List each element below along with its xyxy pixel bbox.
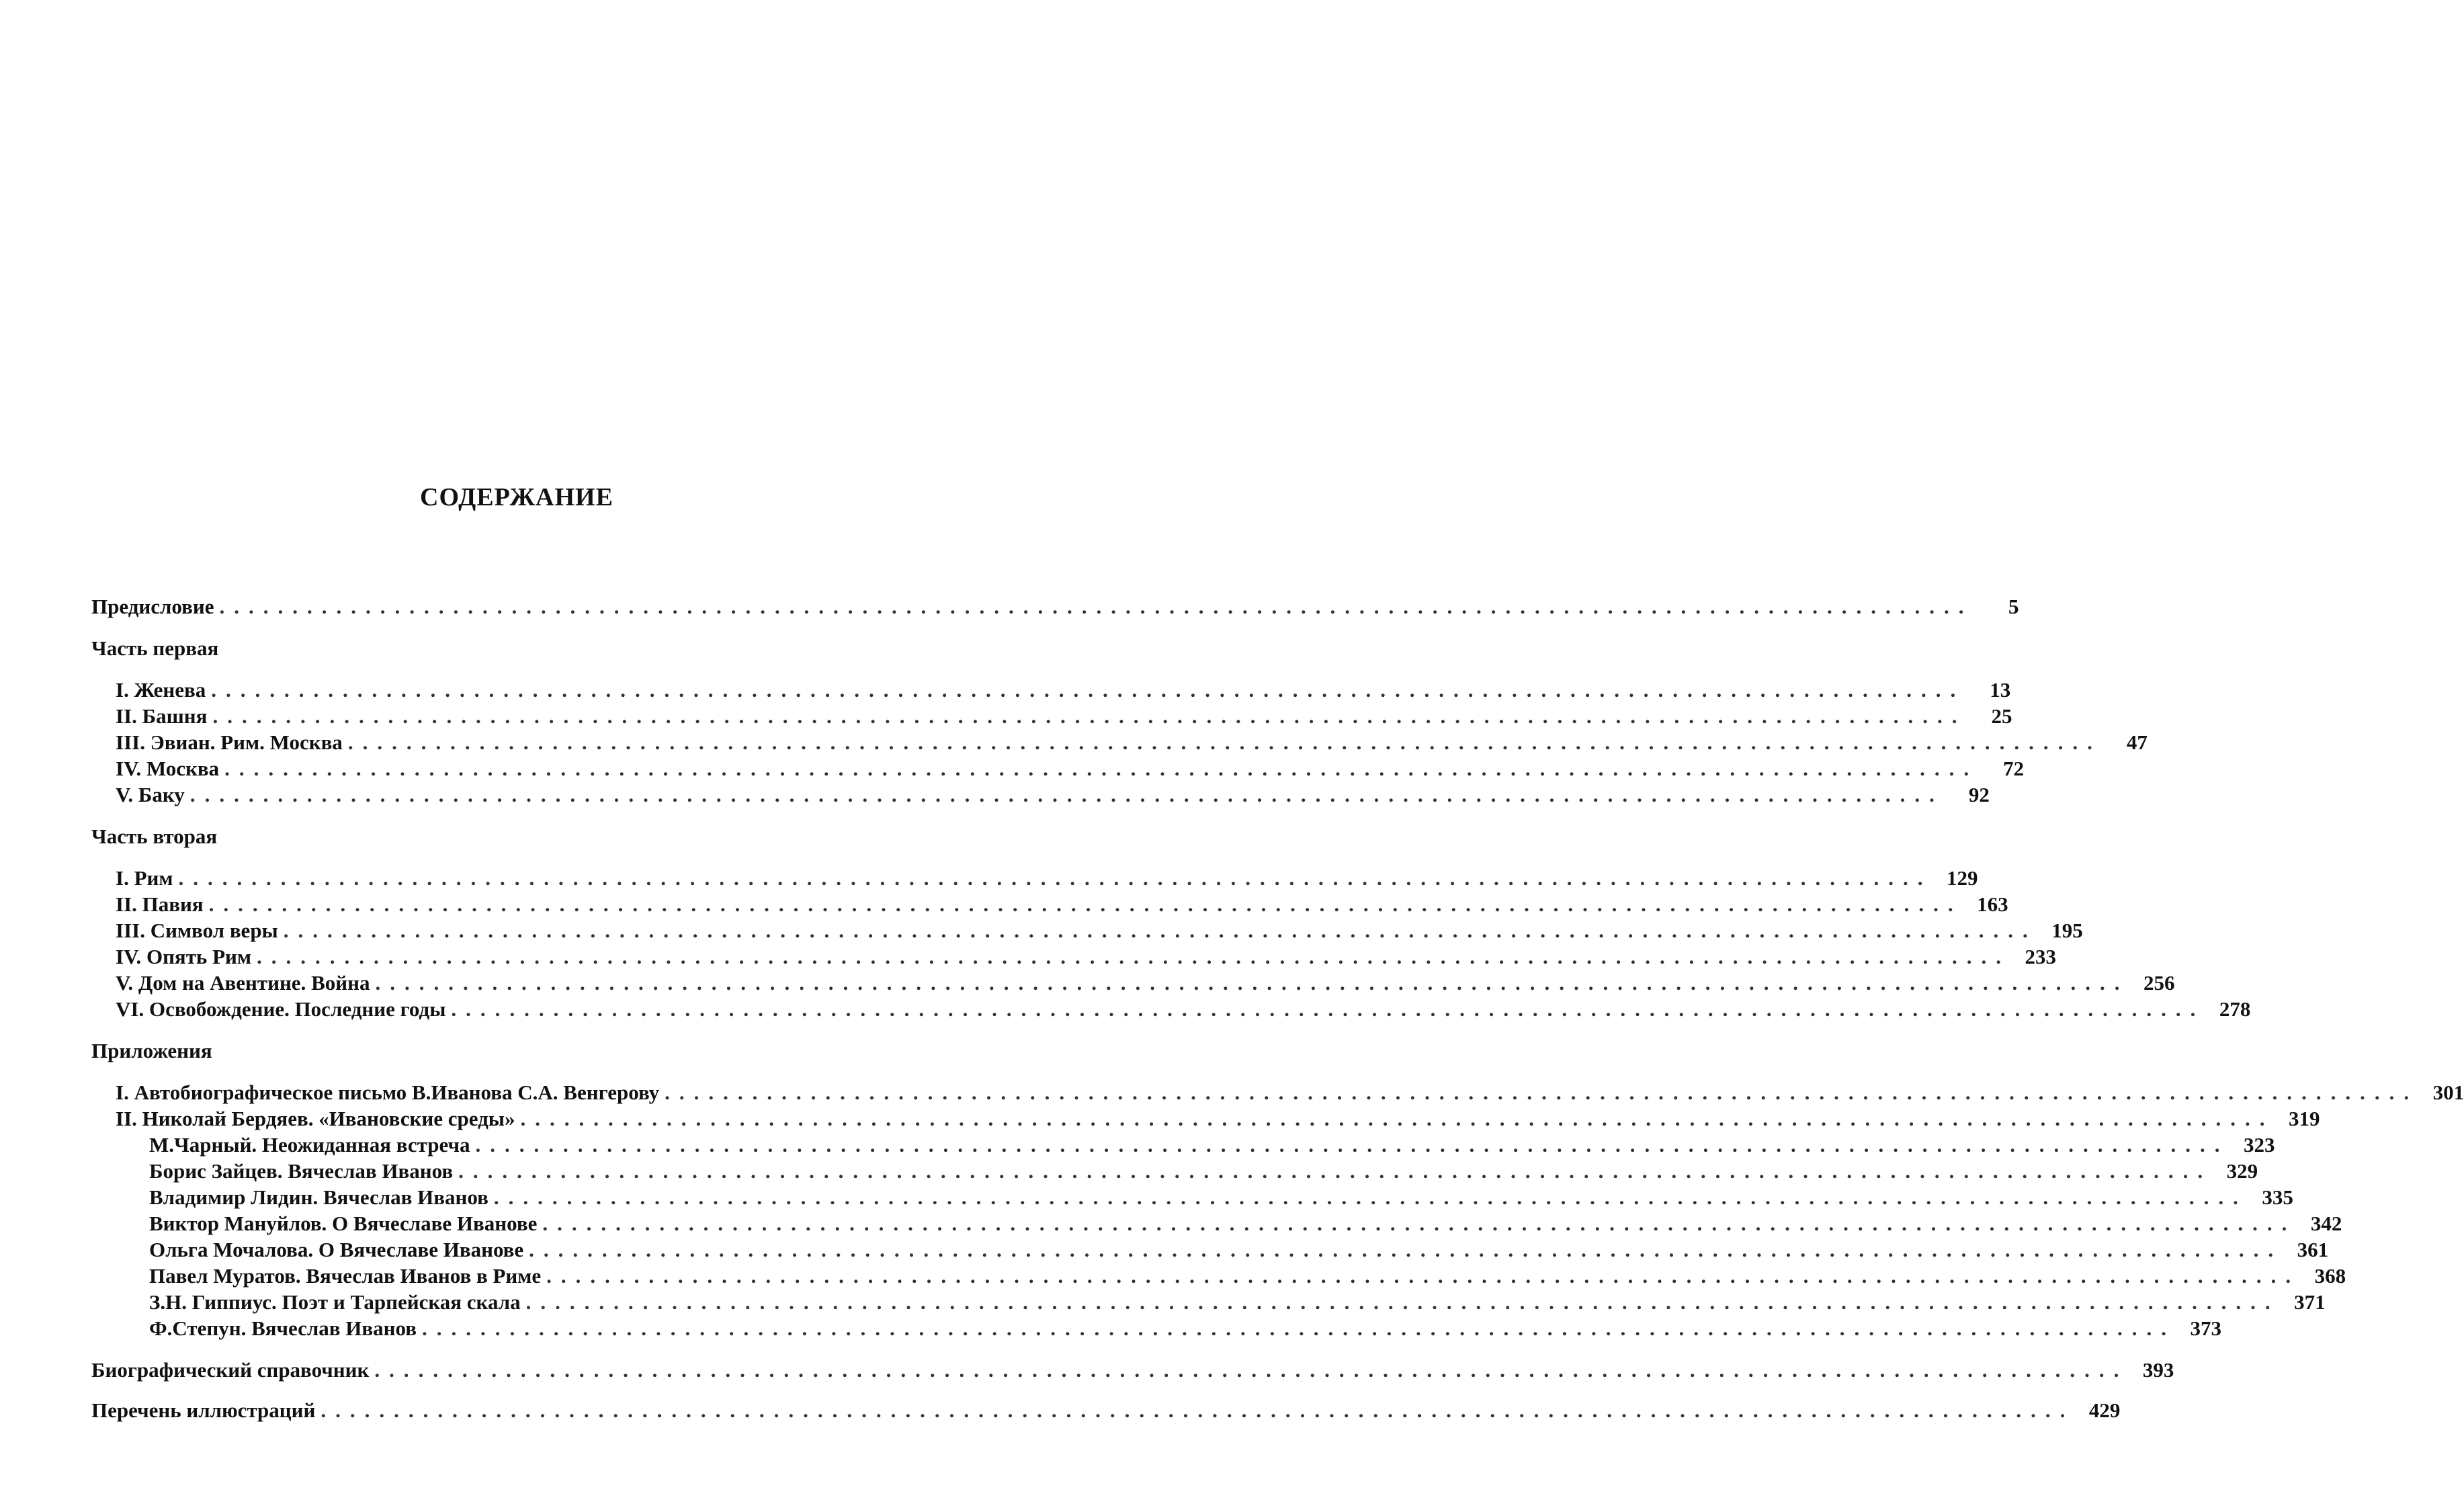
toc-entry-label: Биографический справочник	[91, 1358, 370, 1382]
toc-page-number: 368	[2314, 1264, 2346, 1288]
toc-entry	[91, 919, 2083, 943]
toc-entry-label: Борис Зайцев. Вячеслав Иванов	[149, 1159, 454, 1183]
toc-page-number: 278	[2219, 997, 2251, 1021]
toc-page-number: 233	[2025, 945, 2056, 968]
toc-entry	[91, 997, 2251, 1021]
toc-page-number: 393	[2142, 1358, 2174, 1382]
toc-page-number: 301	[2432, 1081, 2464, 1104]
toc-entry	[91, 757, 2025, 781]
leader-dots: ........................................................................................................................	[256, 945, 2010, 968]
toc-entry	[91, 730, 2148, 755]
toc-entry	[91, 1185, 2293, 1210]
toc-entry	[91, 1238, 2329, 1262]
toc-entry-label: III. Символ веры	[116, 919, 278, 942]
toc-page-number: 329	[2226, 1159, 2258, 1183]
leader-dots: ........................................................................................................................	[178, 866, 1932, 890]
section-heading-appendices: Приложения	[91, 1039, 212, 1062]
toc-entry-label: Виктор Мануйлов. О Вячеславе Иванове	[149, 1212, 538, 1235]
toc-entry-biographical-reference	[91, 1358, 2174, 1382]
toc-entry-label: V. Дом на Авентине. Война	[116, 971, 370, 995]
toc-entry-label: Ольга Мочалова. О Вячеславе Иванове	[149, 1238, 524, 1261]
leader-dots: ........................................................................................................................	[493, 1185, 2248, 1209]
toc-page-number: 323	[2244, 1133, 2275, 1157]
toc-entry-label: V. Баку	[116, 783, 185, 806]
toc-entry	[91, 1212, 2342, 1236]
leader-dots: ........................................................................................................................	[458, 1159, 2213, 1183]
toc-page-number: 163	[1977, 892, 2008, 916]
toc-entry	[91, 783, 1990, 807]
toc-entry	[91, 971, 2175, 995]
toc-entry	[91, 1264, 2346, 1288]
toc-entry-label: Павел Муратов. Вячеслав Иванов в Риме	[149, 1264, 542, 1288]
toc-entry	[91, 678, 2011, 702]
leader-dots: ........................................................................................................................	[542, 1212, 2297, 1235]
leader-dots: ........................................................................................................................	[546, 1264, 2301, 1288]
toc-entry-label: II. Павия	[116, 892, 204, 916]
toc-entry-label: IV. Опять Рим	[116, 945, 251, 968]
section-heading-part-one: Часть первая	[91, 636, 219, 660]
section-heading-part-two: Часть вторая	[91, 825, 218, 848]
toc-entry	[91, 704, 2012, 728]
leader-dots: ........................................................................................................................	[421, 1316, 2176, 1340]
leader-dots: ........................................................................................................................	[529, 1238, 2283, 1261]
leader-dots: ........................................................................................................................	[347, 730, 2102, 754]
toc-entry-label: III. Эвиан. Рим. Москва	[116, 730, 343, 754]
toc-page-number: 5	[2008, 595, 2019, 618]
leader-dots: ........................................................................................................................	[212, 704, 1967, 728]
leader-dots: ........................................................................................................................	[374, 1358, 2129, 1382]
toc-entry-label: I. Женева	[116, 678, 206, 702]
toc-entry-label: Ф.Степун. Вячеслав Иванов	[149, 1316, 417, 1340]
toc-entry-label: З.Н. Гиппиус. Поэт и Тарпейская скала	[149, 1290, 521, 1314]
toc-entry	[91, 1159, 2258, 1183]
toc-entry	[91, 1290, 2326, 1314]
toc-entry-label: VI. Освобождение. Последние годы	[116, 997, 446, 1021]
toc-page-number: 319	[2288, 1107, 2320, 1130]
toc-entry-label: М.Чарный. Неожиданная встреча	[149, 1133, 470, 1157]
toc-page-number: 342	[2310, 1212, 2342, 1235]
toc-page-number: 25	[1991, 704, 2012, 728]
toc-entry-illustrations-list	[91, 1398, 2121, 1423]
toc-entry	[91, 945, 2056, 969]
leader-dots: ........................................................................................................................	[520, 1107, 2275, 1130]
toc-entry	[91, 1316, 2221, 1341]
toc-page-number: 195	[2051, 919, 2083, 942]
toc-entry-label: IV. Москва	[116, 757, 220, 780]
toc-entry-label: I. Рим	[116, 866, 173, 890]
toc-entry	[91, 892, 2008, 917]
toc-page-number: 371	[2294, 1290, 2326, 1314]
leader-dots: ........................................................................................................................	[525, 1290, 2280, 1314]
leader-dots: ........................................................................................................................	[189, 783, 1944, 806]
toc-page-number: 335	[2262, 1185, 2293, 1209]
leader-dots: ........................................................................................................................	[375, 971, 2129, 995]
toc-entry	[91, 1133, 2275, 1157]
leader-dots: ........................................................................................................................	[219, 595, 1973, 618]
leader-dots: ........................................................................................................................	[475, 1133, 2229, 1157]
leader-dots: ........................................................................................................................	[224, 757, 1979, 780]
toc-entry	[91, 1107, 2320, 1131]
leader-dots: ........................................................................................................................	[321, 1398, 2075, 1422]
leader-dots: ........................................................................................................................	[665, 1081, 2419, 1104]
toc-page-number: 13	[1990, 678, 2011, 702]
toc-page-number: 72	[2003, 757, 2025, 780]
toc-page-number: 256	[2143, 971, 2175, 995]
toc-entry-label: I. Автобиографическое письмо В.Иванова С.А. Венгерову	[116, 1081, 660, 1104]
leader-dots: ........................................................................................................................	[208, 892, 1963, 916]
toc-entry	[91, 866, 1978, 890]
leader-dots: ........................................................................................................................	[451, 997, 2205, 1021]
toc-page-number: 373	[2190, 1316, 2221, 1340]
page-title: СОДЕРЖАНИЕ	[420, 483, 613, 511]
toc-page-number: 429	[2088, 1398, 2121, 1422]
toc-page-number: 47	[2126, 730, 2148, 754]
toc-entry-label: Предисловие	[91, 595, 214, 618]
toc-entry	[91, 1081, 2464, 1105]
leader-dots: ........................................................................................................................	[211, 678, 1965, 702]
toc-page-number: 92	[1968, 783, 1990, 806]
toc-page-number: 361	[2297, 1238, 2329, 1261]
leader-dots: ........................................................................................................................	[283, 919, 2037, 942]
toc-entry-label: II. Николай Бердяев. «Ивановские среды»	[116, 1107, 515, 1130]
toc-entry-label: Перечень иллюстраций	[91, 1398, 316, 1422]
toc-entry-label: Владимир Лидин. Вячеслав Иванов	[149, 1185, 488, 1209]
toc-entry-label: II. Башня	[116, 704, 208, 728]
toc-page-number: 129	[1946, 866, 1978, 890]
toc-entry-preface	[91, 595, 2019, 619]
